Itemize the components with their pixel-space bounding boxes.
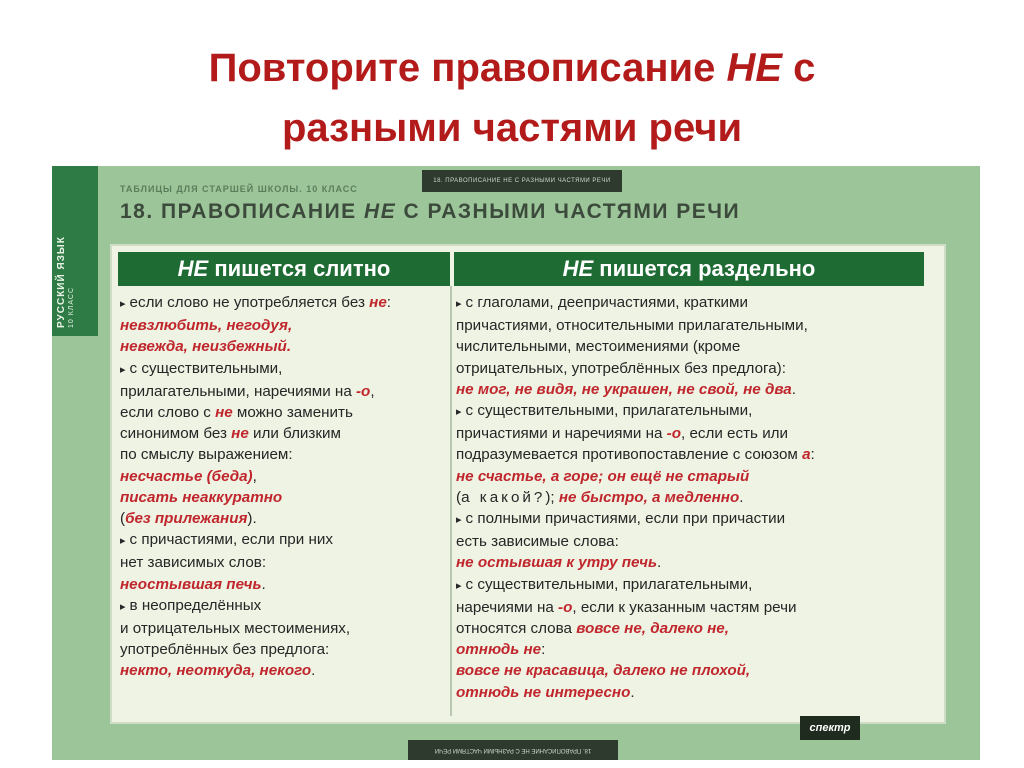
example-line	[120, 466, 448, 487]
example: отнюдь не интересно	[456, 683, 631, 701]
rule-line: числительными, местоимениями (кроме	[456, 338, 741, 356]
rule-text: с глаголами, деепричастиями, краткими	[465, 294, 748, 311]
rule-line	[120, 595, 448, 618]
rule-line	[456, 508, 926, 531]
rule-line	[120, 529, 448, 552]
example: (беда)	[202, 467, 253, 485]
poster-heading-a: 18. ПРАВОПИСАНИЕ	[120, 200, 365, 223]
rule-text: подразумевается противопоставление с союзом	[456, 446, 803, 464]
bullet-icon: ▸	[120, 298, 126, 310]
rule-line	[456, 597, 926, 618]
example-line	[120, 574, 448, 595]
rule-line	[120, 292, 448, 315]
keyword: не	[369, 294, 387, 311]
side-label-text: РУССКИЙ ЯЗЫК	[56, 236, 67, 328]
slide-title-line-2: разными частями речи	[281, 106, 743, 150]
example-line: вовсе не красавица, далеко не плохой,	[456, 662, 751, 680]
title-text: Повторите правописание	[208, 46, 727, 90]
poster-top-bar: 18. ПРАВОПИСАНИЕ НЕ С РАЗНЫМИ ЧАСТЯМИ РЕЧИ	[422, 170, 622, 192]
column-divider	[450, 286, 452, 716]
header-separate-ne: НЕ	[562, 256, 594, 281]
keyword: -о	[558, 598, 573, 616]
punct: .	[791, 380, 796, 398]
example: без прилежания	[125, 510, 248, 528]
example: не остывшая к утру печь	[456, 554, 657, 572]
header-separate	[454, 252, 924, 286]
example-line	[456, 487, 926, 508]
rule-text: можно заменить	[232, 404, 353, 422]
bullet-icon: ▸	[456, 514, 462, 527]
bullet-icon: ▸	[120, 600, 126, 613]
punct: :	[810, 446, 815, 464]
title-text-end: с	[782, 46, 816, 90]
punct: .	[739, 488, 744, 506]
example-line: невзлюбить, негодуя,	[120, 317, 293, 335]
punct: );	[545, 488, 559, 506]
example-line	[120, 508, 448, 529]
header-separate-text: пишется раздельно	[593, 256, 816, 281]
rule-line	[456, 400, 926, 423]
punct: .	[311, 662, 316, 680]
example-line	[456, 552, 926, 573]
punct: ).	[247, 510, 257, 528]
rule-text: , если к указанным частям речи	[572, 598, 797, 616]
punct: ,	[370, 382, 375, 400]
keyword: вовсе не, далеко не,	[576, 620, 729, 638]
title-ne: НЕ	[726, 46, 783, 90]
rule-text: в неопределённых	[129, 596, 262, 614]
rule-text: синонимом без	[120, 425, 232, 443]
rule-line	[120, 358, 448, 381]
example-line: невежда, неизбежный.	[120, 338, 292, 356]
poster-heading-ne: НЕ	[364, 200, 397, 223]
header-together	[118, 252, 450, 286]
example: не мог, не видя, не украшен, не свой, не два	[456, 380, 792, 398]
bullet-icon: ▸	[456, 298, 462, 310]
rule-line	[456, 444, 926, 465]
example-line	[456, 682, 926, 703]
keyword: -о	[356, 382, 371, 400]
bullet-icon: ▸	[120, 363, 126, 376]
example: некто, неоткуда, некого	[120, 662, 312, 680]
example: не быстро, а медленно	[558, 488, 740, 506]
rule-line: нет зависимых слов:	[120, 554, 267, 572]
punct: .	[630, 683, 635, 701]
rule-line	[120, 402, 448, 423]
punct: (	[456, 488, 462, 506]
keyword: -о	[666, 425, 682, 443]
rule-line	[456, 618, 926, 639]
rule-line: по смыслу выражением:	[120, 446, 293, 464]
side-label	[56, 168, 75, 328]
example: несчастье	[120, 467, 203, 485]
example: неостывшая печь	[120, 575, 262, 593]
rule-text: причастиями и наречиями на	[456, 425, 667, 443]
rule-line	[456, 292, 926, 315]
rule-line: отрицательных, употреблённых без предлога):	[456, 359, 786, 377]
rule-text: относятся слова	[456, 620, 577, 638]
bullet-icon: ▸	[456, 406, 462, 419]
rule-text: с полными причастиями, если при причастии	[465, 510, 786, 528]
column-together	[120, 292, 448, 682]
rule-line: и отрицательных местоимениях,	[120, 620, 351, 638]
rule-line: употреблённых без предлога:	[120, 641, 330, 659]
rule-line	[120, 381, 448, 402]
punct: :	[386, 294, 391, 311]
slide-title-line-1	[0, 38, 1024, 98]
rule-text: с существительными, прилагательными,	[465, 575, 753, 593]
rules-table	[110, 244, 946, 724]
rule-line	[456, 574, 926, 597]
keyword: отнюдь не	[456, 641, 542, 659]
example-line: писать неаккуратно	[120, 488, 283, 506]
bullet-icon: ▸	[120, 535, 126, 548]
keyword: не	[231, 425, 249, 443]
punct: .	[656, 554, 662, 572]
poster-bottom-bar: 18. ПРАВОПИСАНИЕ НЕ С РАЗНЫМИ ЧАСТЯМИ РЕЧИ	[408, 740, 618, 760]
rules-poster	[52, 166, 980, 760]
rule-text: или близким	[248, 425, 341, 443]
keyword: не	[215, 404, 233, 422]
rule-line	[456, 639, 926, 660]
rule-text: с причастиями, если при них	[129, 531, 333, 549]
rule-line	[456, 423, 926, 444]
header-together-ne: НЕ	[177, 256, 209, 281]
punct: ,	[252, 467, 257, 485]
rule-text: наречиями на	[456, 598, 559, 616]
example-line	[456, 379, 926, 400]
rule-text: прилагательными, наречиями на	[120, 382, 356, 400]
keyword: а	[802, 446, 811, 464]
question-text: а какой?	[461, 488, 546, 506]
rule-line: есть зависимые слова:	[456, 533, 619, 551]
punct: (	[120, 510, 126, 528]
column-separate	[456, 292, 926, 703]
rule-line: причастиями, относительными прилагательными,	[456, 317, 808, 335]
side-sublabel: 10 КЛАСС	[68, 286, 75, 328]
rule-text: если слово не употребляется без	[129, 294, 370, 311]
poster-heading	[120, 200, 740, 224]
rule-text: если слово с	[120, 404, 216, 422]
example-line	[120, 660, 448, 681]
poster-heading-c: С РАЗНЫМИ ЧАСТЯМИ РЕЧИ	[396, 200, 741, 223]
example-line: не счастье, а горе; он ещё не старый	[456, 467, 750, 485]
rule-line	[120, 423, 448, 444]
rule-text: с существительными, прилагательными,	[465, 402, 753, 420]
header-together-text: пишется слитно	[208, 256, 391, 281]
slide-title	[0, 38, 1024, 158]
bullet-icon: ▸	[456, 579, 462, 592]
rule-text: с существительными,	[129, 359, 283, 377]
punct: :	[541, 641, 546, 659]
punct: .	[261, 575, 266, 593]
publisher-logo: спектр	[800, 716, 860, 740]
series-label: ТАБЛИЦЫ ДЛЯ СТАРШЕЙ ШКОЛЫ. 10 КЛАСС	[120, 184, 358, 194]
rule-text: , если есть или	[681, 425, 789, 443]
